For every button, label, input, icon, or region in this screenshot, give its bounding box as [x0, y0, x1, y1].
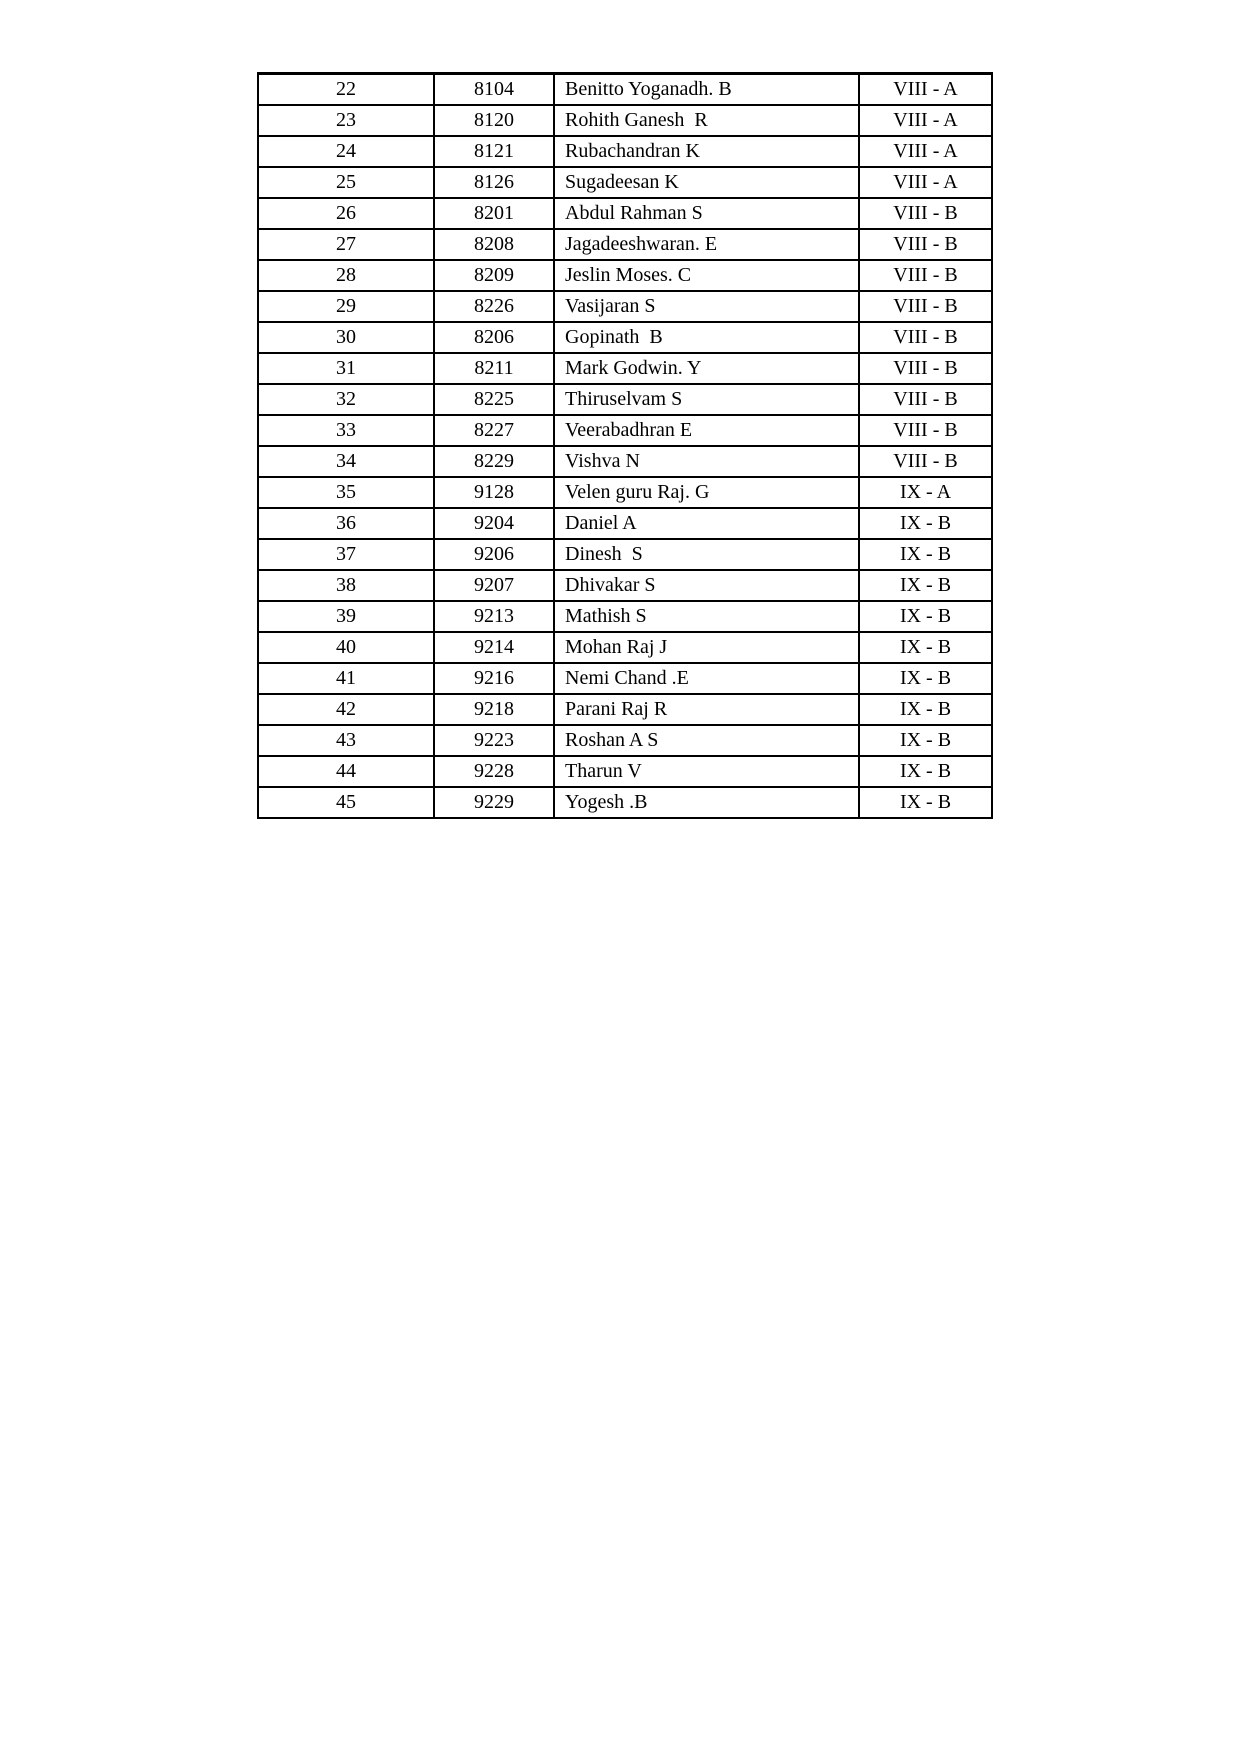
student-id-cell: 8206 — [434, 322, 554, 353]
serial-number-cell: 30 — [258, 322, 434, 353]
serial-number-cell: 25 — [258, 167, 434, 198]
class-section-cell: IX - B — [859, 787, 992, 818]
student-id-cell: 8226 — [434, 291, 554, 322]
class-section-cell: IX - B — [859, 756, 992, 787]
student-roster-table — [257, 72, 993, 819]
student-name-cell: Rubachandran K — [554, 136, 859, 167]
student-id-cell: 8104 — [434, 74, 554, 106]
class-section-cell: VIII - B — [859, 353, 992, 384]
student-name-cell: Vishva N — [554, 446, 859, 477]
serial-number-cell: 44 — [258, 756, 434, 787]
student-name-cell: Mark Godwin. Y — [554, 353, 859, 384]
serial-number-cell: 29 — [258, 291, 434, 322]
class-section-cell: VIII - A — [859, 74, 992, 106]
student-id-cell: 9214 — [434, 632, 554, 663]
table-row — [258, 74, 992, 106]
table-row — [258, 725, 992, 756]
student-name-cell: Roshan A S — [554, 725, 859, 756]
student-id-cell: 8211 — [434, 353, 554, 384]
student-name-cell: Gopinath B — [554, 322, 859, 353]
serial-number-cell: 26 — [258, 198, 434, 229]
student-name-cell: Nemi Chand .E — [554, 663, 859, 694]
student-name-cell: Benitto Yoganadh. B — [554, 74, 859, 106]
student-id-cell: 9228 — [434, 756, 554, 787]
class-section-cell: VIII - B — [859, 415, 992, 446]
table-row — [258, 756, 992, 787]
student-id-cell: 8121 — [434, 136, 554, 167]
class-section-cell: VIII - B — [859, 322, 992, 353]
table-row — [258, 353, 992, 384]
student-id-cell: 8120 — [434, 105, 554, 136]
class-section-cell: IX - B — [859, 508, 992, 539]
table-row — [258, 322, 992, 353]
serial-number-cell: 43 — [258, 725, 434, 756]
table-row — [258, 601, 992, 632]
class-section-cell: IX - A — [859, 477, 992, 508]
class-section-cell: VIII - B — [859, 446, 992, 477]
serial-number-cell: 34 — [258, 446, 434, 477]
student-id-cell: 8201 — [434, 198, 554, 229]
serial-number-cell: 37 — [258, 539, 434, 570]
class-section-cell: IX - B — [859, 601, 992, 632]
class-section-cell: VIII - A — [859, 105, 992, 136]
student-id-cell: 9128 — [434, 477, 554, 508]
student-name-cell: Rohith Ganesh R — [554, 105, 859, 136]
serial-number-cell: 24 — [258, 136, 434, 167]
serial-number-cell: 27 — [258, 229, 434, 260]
student-name-cell: Dinesh S — [554, 539, 859, 570]
table-row — [258, 446, 992, 477]
student-name-cell: Mohan Raj J — [554, 632, 859, 663]
student-name-cell: Jeslin Moses. C — [554, 260, 859, 291]
serial-number-cell: 41 — [258, 663, 434, 694]
student-name-cell: Abdul Rahman S — [554, 198, 859, 229]
student-name-cell: Vasijaran S — [554, 291, 859, 322]
student-id-cell: 8209 — [434, 260, 554, 291]
table-row — [258, 663, 992, 694]
student-id-cell: 8225 — [434, 384, 554, 415]
serial-number-cell: 22 — [258, 74, 434, 106]
roster-body — [258, 74, 992, 819]
table-row — [258, 198, 992, 229]
table-row — [258, 415, 992, 446]
student-name-cell: Jagadeeshwaran. E — [554, 229, 859, 260]
table-row — [258, 508, 992, 539]
class-section-cell: IX - B — [859, 725, 992, 756]
serial-number-cell: 39 — [258, 601, 434, 632]
table-row — [258, 694, 992, 725]
student-id-cell: 9204 — [434, 508, 554, 539]
serial-number-cell: 28 — [258, 260, 434, 291]
student-name-cell: Dhivakar S — [554, 570, 859, 601]
table-row — [258, 539, 992, 570]
student-id-cell: 9218 — [434, 694, 554, 725]
table-row — [258, 229, 992, 260]
serial-number-cell: 45 — [258, 787, 434, 818]
table-row — [258, 477, 992, 508]
student-id-cell: 9229 — [434, 787, 554, 818]
class-section-cell: VIII - B — [859, 198, 992, 229]
table-row — [258, 787, 992, 818]
student-name-cell: Mathish S — [554, 601, 859, 632]
student-name-cell: Velen guru Raj. G — [554, 477, 859, 508]
student-name-cell: Thiruselvam S — [554, 384, 859, 415]
student-name-cell: Veerabadhran E — [554, 415, 859, 446]
table-row — [258, 105, 992, 136]
student-id-cell: 9216 — [434, 663, 554, 694]
class-section-cell: VIII - B — [859, 291, 992, 322]
student-name-cell: Tharun V — [554, 756, 859, 787]
serial-number-cell: 40 — [258, 632, 434, 663]
student-name-cell: Sugadeesan K — [554, 167, 859, 198]
student-id-cell: 9213 — [434, 601, 554, 632]
serial-number-cell: 42 — [258, 694, 434, 725]
serial-number-cell: 36 — [258, 508, 434, 539]
serial-number-cell: 38 — [258, 570, 434, 601]
class-section-cell: VIII - A — [859, 136, 992, 167]
student-name-cell: Yogesh .B — [554, 787, 859, 818]
serial-number-cell: 35 — [258, 477, 434, 508]
class-section-cell: IX - B — [859, 663, 992, 694]
student-id-cell: 8229 — [434, 446, 554, 477]
table-row — [258, 136, 992, 167]
student-id-cell: 8227 — [434, 415, 554, 446]
class-section-cell: IX - B — [859, 632, 992, 663]
student-id-cell: 8208 — [434, 229, 554, 260]
table-row — [258, 260, 992, 291]
class-section-cell: VIII - B — [859, 229, 992, 260]
class-section-cell: VIII - A — [859, 167, 992, 198]
student-id-cell: 9223 — [434, 725, 554, 756]
serial-number-cell: 31 — [258, 353, 434, 384]
table-row — [258, 167, 992, 198]
class-section-cell: IX - B — [859, 570, 992, 601]
class-section-cell: IX - B — [859, 539, 992, 570]
serial-number-cell: 32 — [258, 384, 434, 415]
student-name-cell: Daniel A — [554, 508, 859, 539]
student-id-cell: 8126 — [434, 167, 554, 198]
table-row — [258, 384, 992, 415]
class-section-cell: IX - B — [859, 694, 992, 725]
student-name-cell: Parani Raj R — [554, 694, 859, 725]
serial-number-cell: 33 — [258, 415, 434, 446]
class-section-cell: VIII - B — [859, 260, 992, 291]
table-row — [258, 570, 992, 601]
student-id-cell: 9206 — [434, 539, 554, 570]
table-row — [258, 632, 992, 663]
student-id-cell: 9207 — [434, 570, 554, 601]
class-section-cell: VIII - B — [859, 384, 992, 415]
serial-number-cell: 23 — [258, 105, 434, 136]
table-row — [258, 291, 992, 322]
